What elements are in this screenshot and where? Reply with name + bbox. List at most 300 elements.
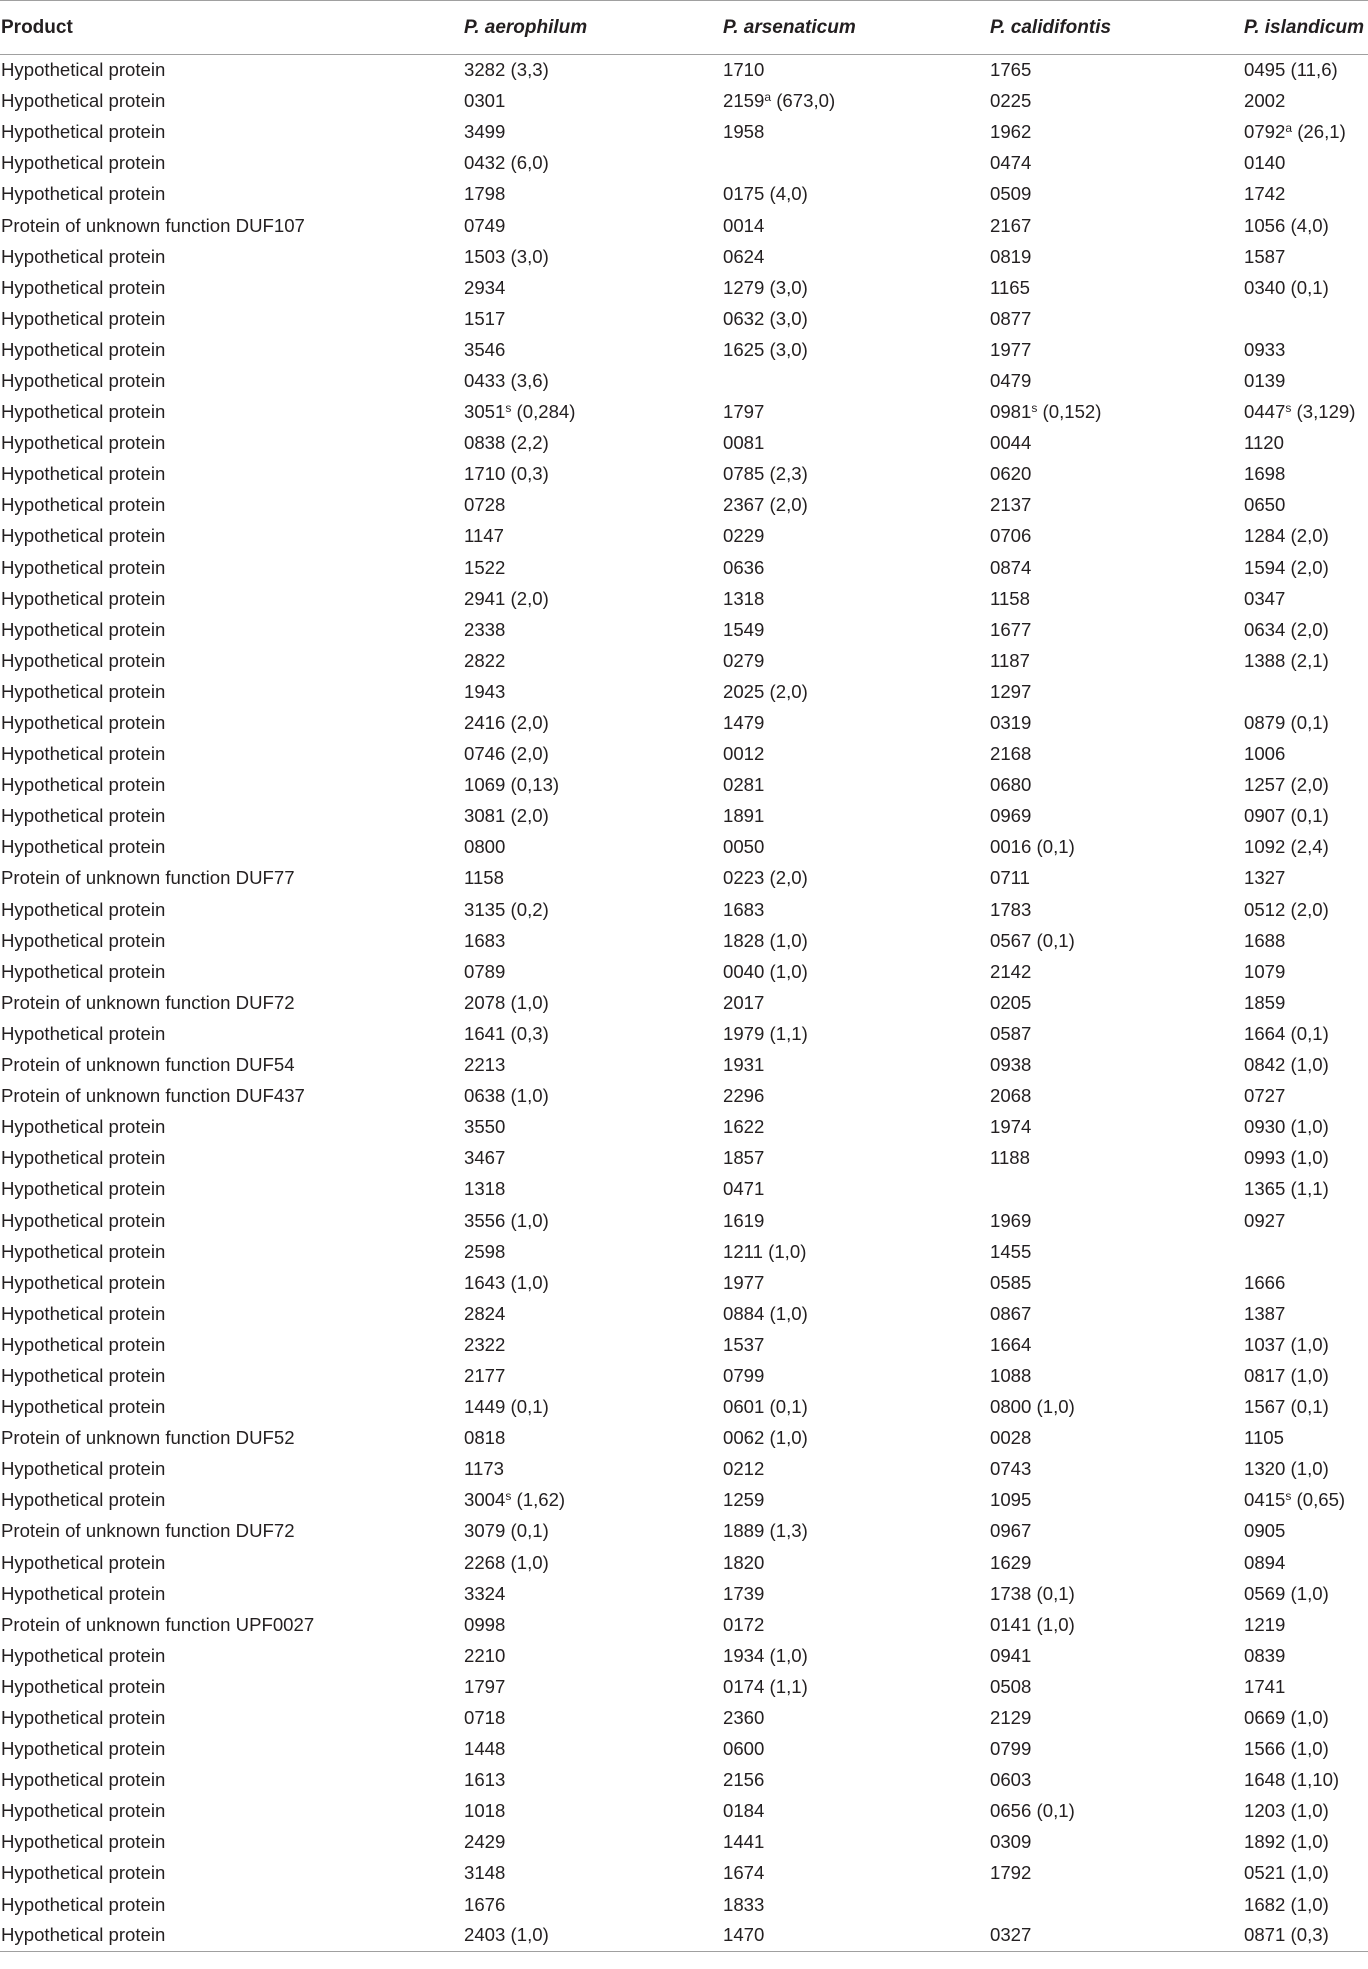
p-arsenaticum-cell: 1934 (1,0) (723, 1644, 808, 1666)
table-row (0, 707, 1368, 738)
p-calidifontis-cell: 0799 (990, 1738, 1032, 1760)
table-row (0, 956, 1368, 987)
p-calidifontis-cell: 0969 (990, 805, 1032, 827)
p-aerophilum-cell: 2429 (464, 1831, 506, 1853)
p-calidifontis-cell: 0981$^s$ (0,152) (990, 401, 1102, 423)
table-row (0, 987, 1368, 1018)
product-cell: Hypothetical protein (1, 369, 166, 391)
p-arsenaticum-cell: 1828 (1,0) (723, 929, 808, 951)
p-islandicum-cell: 1594 (2,0) (1244, 556, 1329, 578)
p-arsenaticum-cell: 2296 (723, 1085, 765, 1107)
header-p-calidifontis: P. calidifontis (989, 1, 1243, 55)
p-arsenaticum-cell: 0175 (4,0) (723, 183, 808, 205)
p-calidifontis-cell: 2068 (990, 1085, 1032, 1107)
p-calidifontis-cell: 1962 (990, 121, 1032, 143)
p-arsenaticum-cell: 0636 (723, 556, 765, 578)
p-arsenaticum-cell: 1537 (723, 1333, 765, 1355)
p-islandicum-cell: 1320 (1,0) (1244, 1458, 1329, 1480)
p-aerophilum-cell: 2416 (2,0) (464, 712, 549, 734)
product-cell: Hypothetical protein (1, 618, 166, 640)
product-cell: Protein of unknown function DUF54 (1, 1054, 295, 1076)
p-aerophilum-cell: 2322 (464, 1333, 506, 1355)
p-calidifontis-cell: 0028 (990, 1427, 1032, 1449)
product-cell: Hypothetical protein (1, 1489, 166, 1511)
p-aerophilum-cell: 2934 (464, 276, 506, 298)
p-arsenaticum-cell: 0799 (723, 1364, 765, 1386)
p-calidifontis-cell: 1095 (990, 1489, 1032, 1511)
table-row (0, 459, 1368, 490)
table-row (0, 334, 1368, 365)
product-cell: Hypothetical protein (1, 1831, 166, 1853)
table-row (0, 1734, 1368, 1765)
table-row (0, 1920, 1368, 1951)
p-islandicum-cell: 1666 (1244, 1271, 1286, 1293)
p-calidifontis-cell: 0877 (990, 307, 1032, 329)
table-row (0, 1174, 1368, 1205)
table-row (0, 1516, 1368, 1547)
p-islandicum-cell: 1092 (2,4) (1244, 836, 1329, 858)
p-islandicum-cell: 1664 (0,1) (1244, 1022, 1329, 1044)
p-aerophilum-cell: 3499 (464, 121, 506, 143)
product-cell: Hypothetical protein (1, 59, 166, 81)
p-islandicum-cell (1243, 1236, 1368, 1267)
p-arsenaticum-cell: 0785 (2,3) (723, 463, 808, 485)
p-arsenaticum-cell: 0601 (0,1) (723, 1396, 808, 1418)
p-islandicum-cell: 1698 (1244, 463, 1286, 485)
p-aerophilum-cell: 2824 (464, 1302, 506, 1324)
p-calidifontis-cell: 0327 (989, 1920, 1243, 1951)
p-aerophilum-cell: 0301 (464, 90, 506, 112)
product-cell: Hypothetical protein (1, 338, 166, 360)
p-islandicum-cell: 1587 (1244, 245, 1286, 267)
p-calidifontis-cell: 0938 (990, 1054, 1032, 1076)
p-aerophilum-cell: 1643 (1,0) (464, 1271, 549, 1293)
product-cell: Hypothetical protein (1, 401, 166, 423)
p-aerophilum-cell: 3004$^s$ (1,62) (464, 1489, 566, 1511)
table-row (0, 1702, 1368, 1733)
product-cell: Hypothetical protein (1, 1707, 166, 1729)
p-calidifontis-cell: 2168 (990, 743, 1032, 765)
p-islandicum-cell: 1203 (1,0) (1244, 1800, 1329, 1822)
p-arsenaticum-cell: 2360 (723, 1707, 765, 1729)
table-row (0, 490, 1368, 521)
p-aerophilum-cell: 1448 (464, 1738, 506, 1760)
table-row (0, 1143, 1368, 1174)
p-arsenaticum-cell: 1891 (723, 805, 765, 827)
product-cell: Protein of unknown function DUF437 (1, 1085, 305, 1107)
p-arsenaticum-cell: 1279 (3,0) (723, 276, 808, 298)
p-arsenaticum-cell: 0279 (723, 649, 765, 671)
p-islandicum-cell: 0927 (1244, 1209, 1286, 1231)
product-cell: Hypothetical protein (1, 463, 166, 485)
p-aerophilum-cell: 3546 (464, 338, 506, 360)
p-arsenaticum-cell: 1211 (1,0) (723, 1240, 807, 1262)
p-aerophilum-cell: 2210 (464, 1644, 506, 1666)
p-islandicum-cell: 1892 (1,0) (1244, 1831, 1329, 1853)
p-islandicum-cell: 0495 (11,6) (1244, 59, 1338, 81)
p-arsenaticum-cell: 1889 (1,3) (723, 1520, 808, 1542)
product-cell: Hypothetical protein (1, 1458, 166, 1480)
p-calidifontis-cell: 0620 (990, 463, 1032, 485)
p-islandicum-cell: 0569 (1,0) (1244, 1582, 1329, 1604)
p-calidifontis-cell (989, 1889, 1243, 1920)
product-cell: Protein of unknown function DUF72 (1, 1520, 295, 1542)
p-aerophilum-cell: 3467 (464, 1147, 506, 1169)
p-calidifontis-cell: 0309 (990, 1831, 1032, 1853)
p-calidifontis-cell: 0819 (990, 245, 1032, 267)
p-aerophilum-cell: 1147 (464, 525, 504, 547)
product-cell: Hypothetical protein (0, 1920, 463, 1951)
p-aerophilum-cell: 1158 (464, 867, 504, 889)
p-islandicum-cell: 0415$^s$ (0,65) (1244, 1489, 1346, 1511)
p-calidifontis-cell: 1977 (990, 338, 1032, 360)
p-aerophilum-cell: 3550 (464, 1116, 506, 1138)
header-p-arsenaticum: P. arsenaticum (722, 1, 989, 55)
header-p-islandicum: P. islandicum (1243, 1, 1368, 55)
product-cell: Hypothetical protein (1, 183, 166, 205)
product-cell: Hypothetical protein (1, 1862, 166, 1884)
p-calidifontis-cell: 1629 (990, 1551, 1032, 1573)
p-aerophilum-cell: 1798 (464, 183, 506, 205)
table-row (0, 1578, 1368, 1609)
p-calidifontis-cell: 0016 (0,1) (990, 836, 1075, 858)
p-arsenaticum-cell: 1619 (723, 1209, 765, 1231)
p-aerophilum-cell: 3081 (2,0) (464, 805, 549, 827)
p-calidifontis-cell: 0479 (990, 369, 1032, 391)
p-islandicum-cell: 0930 (1,0) (1244, 1116, 1329, 1138)
table-row (0, 1236, 1368, 1267)
p-islandicum-cell: 0521 (1,0) (1244, 1862, 1329, 1884)
product-cell: Protein of unknown function DUF107 (1, 214, 305, 236)
table-row (0, 179, 1368, 210)
p-arsenaticum-cell: 0012 (723, 743, 765, 765)
p-arsenaticum-cell: 1833 (723, 1893, 765, 1915)
p-arsenaticum-cell: 1479 (723, 712, 765, 734)
table-row (0, 676, 1368, 707)
p-islandicum-cell: 0817 (1,0) (1244, 1364, 1329, 1386)
p-aerophilum-cell: 0433 (3,6) (464, 369, 549, 391)
p-aerophilum-cell: 1517 (464, 307, 506, 329)
product-cell: Protein of unknown function DUF77 (1, 867, 295, 889)
p-calidifontis-cell: 2129 (990, 1707, 1032, 1729)
table-row (0, 863, 1368, 894)
p-arsenaticum-cell: 0624 (723, 245, 765, 267)
p-aerophilum-cell: 0432 (6,0) (464, 152, 549, 174)
table-row (0, 1827, 1368, 1858)
p-islandicum-cell: 0792$^a$ (26,1) (1244, 121, 1346, 143)
header-p-aerophilum: P. aerophilum (463, 1, 722, 55)
p-islandicum-cell: 0512 (2,0) (1244, 898, 1329, 920)
p-islandicum-cell: 0634 (2,0) (1244, 618, 1329, 640)
p-islandicum-cell: 0139 (1244, 369, 1286, 391)
p-calidifontis-cell: 0225 (990, 90, 1032, 112)
table-row (0, 241, 1368, 272)
p-calidifontis-cell: 0141 (1,0) (990, 1613, 1075, 1635)
table-row (0, 925, 1368, 956)
p-islandicum-cell: 0993 (1,0) (1244, 1147, 1329, 1169)
table-row (0, 1360, 1368, 1391)
p-islandicum-cell: 0340 (0,1) (1244, 276, 1329, 298)
p-islandicum-cell: 0140 (1244, 152, 1286, 174)
p-aerophilum-cell: 3556 (1,0) (464, 1209, 549, 1231)
table-row (0, 272, 1368, 303)
p-arsenaticum-cell: 0884 (1,0) (723, 1302, 808, 1324)
p-arsenaticum-cell: 0600 (723, 1738, 765, 1760)
p-aerophilum-cell: 2213 (464, 1054, 506, 1076)
product-cell: Hypothetical protein (1, 680, 166, 702)
product-cell: Hypothetical protein (1, 1582, 166, 1604)
footnote-marker: s (1285, 1489, 1292, 1504)
p-aerophilum-cell: 2177 (464, 1364, 506, 1386)
p-arsenaticum-cell (722, 148, 989, 179)
p-aerophilum-cell: 0998 (464, 1613, 506, 1635)
product-cell: Hypothetical protein (1, 525, 166, 547)
p-arsenaticum-cell: 1797 (723, 401, 765, 423)
header-product: Product (0, 1, 463, 55)
p-aerophilum-cell: 3148 (464, 1862, 506, 1884)
p-calidifontis-cell: 0587 (990, 1022, 1032, 1044)
p-islandicum-cell: 1742 (1244, 183, 1286, 205)
p-calidifontis-cell: 0509 (990, 183, 1032, 205)
footnote-marker: s (505, 401, 512, 416)
p-calidifontis-cell: 2137 (990, 494, 1032, 516)
p-arsenaticum-cell: 0062 (1,0) (723, 1427, 808, 1449)
table-row (0, 210, 1368, 241)
table-body (0, 55, 1368, 1952)
p-aerophilum-cell: 0838 (2,2) (464, 432, 549, 454)
table-row (0, 1454, 1368, 1485)
p-arsenaticum-cell: 0040 (1,0) (723, 960, 808, 982)
p-arsenaticum-cell: 1441 (723, 1831, 765, 1853)
p-calidifontis-cell: 0044 (990, 432, 1032, 454)
p-islandicum-cell: 0347 (1244, 587, 1286, 609)
p-islandicum-cell: 1219 (1244, 1613, 1286, 1635)
p-arsenaticum-cell: 0081 (723, 432, 765, 454)
product-cell: Hypothetical protein (1, 836, 166, 858)
p-aerophilum-cell: 2268 (1,0) (464, 1551, 549, 1573)
table-row (0, 1485, 1368, 1516)
p-arsenaticum-cell: 0184 (723, 1800, 765, 1822)
p-calidifontis-cell: 2167 (990, 214, 1032, 236)
p-islandicum-cell: 1365 (1,1) (1244, 1178, 1329, 1200)
p-islandicum-cell (1243, 676, 1368, 707)
footnote-marker: s (505, 1489, 512, 1504)
p-aerophilum-cell: 1641 (0,3) (464, 1022, 549, 1044)
p-arsenaticum-cell: 2156 (723, 1769, 765, 1791)
table-row (0, 148, 1368, 179)
p-aerophilum-cell: 1522 (464, 556, 506, 578)
product-cell: Protein of unknown function UPF0027 (1, 1613, 315, 1635)
table-row (0, 1640, 1368, 1671)
p-islandicum-cell: 0879 (0,1) (1244, 712, 1329, 734)
p-arsenaticum-cell: 2017 (723, 991, 765, 1013)
p-aerophilum-cell: 1683 (464, 929, 506, 951)
product-cell: Hypothetical protein (1, 1675, 166, 1697)
product-cell: Hypothetical protein (1, 1302, 166, 1324)
p-islandicum-cell: 1327 (1244, 867, 1286, 889)
p-arsenaticum-cell: 0223 (2,0) (723, 867, 808, 889)
table-row (0, 739, 1368, 770)
p-islandicum-cell: 0727 (1244, 1085, 1286, 1107)
p-calidifontis-cell: 1765 (990, 59, 1032, 81)
p-aerophilum-cell: 0746 (2,0) (464, 743, 549, 765)
p-aerophilum-cell: 1503 (3,0) (464, 245, 549, 267)
p-calidifontis-cell: 1783 (990, 898, 1032, 920)
p-calidifontis-cell: 0656 (0,1) (990, 1800, 1075, 1822)
p-aerophilum-cell: 1173 (464, 1458, 504, 1480)
p-arsenaticum-cell: 0471 (723, 1178, 765, 1200)
p-arsenaticum-cell: 1674 (723, 1862, 765, 1884)
table-row (0, 1765, 1368, 1796)
table-row (0, 117, 1368, 148)
product-cell: Hypothetical protein (1, 649, 166, 671)
p-islandicum-cell: 0871 (0,3) (1243, 1920, 1368, 1951)
p-aerophilum-cell: 2822 (464, 649, 506, 671)
table-header-row (0, 1, 1368, 55)
p-arsenaticum-cell: 1318 (723, 587, 765, 609)
table-row (0, 1609, 1368, 1640)
table-row (0, 645, 1368, 676)
product-cell: Hypothetical protein (1, 929, 166, 951)
p-islandicum-cell: 1387 (1244, 1302, 1286, 1324)
p-calidifontis-cell: 0800 (1,0) (990, 1396, 1075, 1418)
product-cell: Hypothetical protein (1, 712, 166, 734)
product-cell: Hypothetical protein (1, 1333, 166, 1355)
p-aerophilum-cell: 2403 (1,0) (463, 1920, 722, 1951)
product-cell: Hypothetical protein (1, 245, 166, 267)
product-cell: Hypothetical protein (1, 1738, 166, 1760)
product-cell: Hypothetical protein (1, 1116, 166, 1138)
product-cell: Hypothetical protein (1, 1178, 166, 1200)
p-calidifontis-cell: 0706 (990, 525, 1032, 547)
p-calidifontis-cell: 0603 (990, 1769, 1032, 1791)
p-islandicum-cell: 0933 (1244, 338, 1286, 360)
p-arsenaticum-cell: 0014 (723, 214, 765, 236)
p-aerophilum-cell: 0718 (464, 1707, 506, 1729)
footnote-marker: s (1031, 401, 1038, 416)
table-row (0, 1547, 1368, 1578)
p-aerophilum-cell: 0638 (1,0) (464, 1085, 549, 1107)
product-cell: Hypothetical protein (1, 1396, 166, 1418)
p-aerophilum-cell: 0728 (464, 494, 506, 516)
p-calidifontis-cell: 0680 (990, 774, 1032, 796)
p-arsenaticum-cell: 0174 (1,1) (723, 1675, 808, 1697)
p-islandicum-cell: 1566 (1,0) (1244, 1738, 1329, 1760)
p-calidifontis-cell: 1158 (990, 587, 1030, 609)
table-row (0, 55, 1368, 86)
p-islandicum-cell: 0907 (0,1) (1244, 805, 1329, 827)
p-aerophilum-cell: 1613 (464, 1769, 506, 1791)
product-cell: Hypothetical protein (1, 307, 166, 329)
p-aerophilum-cell: 3079 (0,1) (464, 1520, 549, 1542)
table-row (0, 1423, 1368, 1454)
p-islandicum-cell: 1388 (2,1) (1244, 649, 1329, 671)
p-aerophilum-cell: 1710 (0,3) (464, 463, 549, 485)
p-calidifontis-cell: 0508 (990, 1675, 1032, 1697)
p-arsenaticum-cell: 0172 (723, 1613, 765, 1635)
p-aerophilum-cell: 0800 (464, 836, 506, 858)
table-row (0, 583, 1368, 614)
p-calidifontis-cell: 1969 (990, 1209, 1032, 1231)
p-calidifontis-cell: 1738 (0,1) (990, 1582, 1075, 1604)
p-calidifontis-cell: 0474 (990, 152, 1032, 174)
p-arsenaticum-cell: 1683 (723, 898, 765, 920)
table-row (0, 832, 1368, 863)
p-calidifontis-cell: 0319 (990, 712, 1032, 734)
p-calidifontis-cell: 2142 (990, 960, 1032, 982)
table-row (0, 614, 1368, 645)
product-cell: Hypothetical protein (1, 121, 166, 143)
p-calidifontis-cell: 1974 (990, 1116, 1032, 1138)
product-cell: Hypothetical protein (1, 898, 166, 920)
p-calidifontis-cell: 0205 (990, 991, 1032, 1013)
table-row (0, 1267, 1368, 1298)
p-calidifontis-cell: 1455 (990, 1240, 1032, 1262)
table-row (0, 1112, 1368, 1143)
p-aerophilum-cell: 3324 (464, 1582, 506, 1604)
p-calidifontis-cell: 1165 (990, 276, 1030, 298)
p-islandicum-cell: 1006 (1244, 743, 1286, 765)
p-islandicum-cell: 1284 (2,0) (1244, 525, 1329, 547)
footnote-marker: a (764, 90, 772, 105)
table-row (0, 1889, 1368, 1920)
p-aerophilum-cell: 0818 (464, 1427, 506, 1449)
p-islandicum-cell: 1105 (1244, 1427, 1284, 1449)
p-arsenaticum-cell: 0050 (723, 836, 765, 858)
table-row (0, 894, 1368, 925)
p-islandicum-cell: 1257 (2,0) (1244, 774, 1329, 796)
p-arsenaticum-cell: 1625 (3,0) (723, 338, 808, 360)
p-arsenaticum-cell: 1820 (723, 1551, 765, 1573)
p-aerophilum-cell: 1318 (464, 1178, 506, 1200)
table-row (0, 801, 1368, 832)
p-islandicum-cell: 0842 (1,0) (1244, 1054, 1329, 1076)
product-cell: Hypothetical protein (1, 805, 166, 827)
table-row (0, 1081, 1368, 1112)
p-islandicum-cell (1243, 303, 1368, 334)
table-row (0, 86, 1368, 117)
p-arsenaticum-cell: 0281 (723, 774, 765, 796)
product-cell: Hypothetical protein (1, 556, 166, 578)
product-cell: Hypothetical protein (1, 1893, 166, 1915)
table-row (0, 365, 1368, 396)
p-islandicum-cell: 0839 (1244, 1644, 1286, 1666)
p-calidifontis-cell: 0867 (990, 1302, 1032, 1324)
product-cell: Protein of unknown function DUF52 (1, 1427, 295, 1449)
product-cell: Hypothetical protein (1, 587, 166, 609)
product-cell: Hypothetical protein (1, 152, 166, 174)
p-arsenaticum-cell: 1857 (723, 1147, 765, 1169)
product-cell: Hypothetical protein (1, 1551, 166, 1573)
p-arsenaticum-cell: 1977 (723, 1271, 765, 1293)
p-islandicum-cell: 1741 (1244, 1675, 1286, 1697)
product-cell: Hypothetical protein (1, 1800, 166, 1822)
p-calidifontis-cell: 0874 (990, 556, 1032, 578)
product-cell: Hypothetical protein (1, 1147, 166, 1169)
p-islandicum-cell: 1682 (1,0) (1244, 1893, 1329, 1915)
table-row (0, 1298, 1368, 1329)
p-aerophilum-cell: 1676 (464, 1893, 506, 1915)
p-arsenaticum-cell: 2025 (2,0) (723, 680, 808, 702)
p-arsenaticum-cell: 0632 (3,0) (723, 307, 808, 329)
table-row (0, 1796, 1368, 1827)
p-islandicum-cell: 2002 (1244, 90, 1286, 112)
p-aerophilum-cell: 2598 (464, 1240, 506, 1262)
table-row (0, 428, 1368, 459)
p-islandicum-cell: 1648 (1,10) (1244, 1769, 1340, 1791)
product-cell: Hypothetical protein (1, 1364, 166, 1386)
product-cell: Hypothetical protein (1, 1644, 166, 1666)
